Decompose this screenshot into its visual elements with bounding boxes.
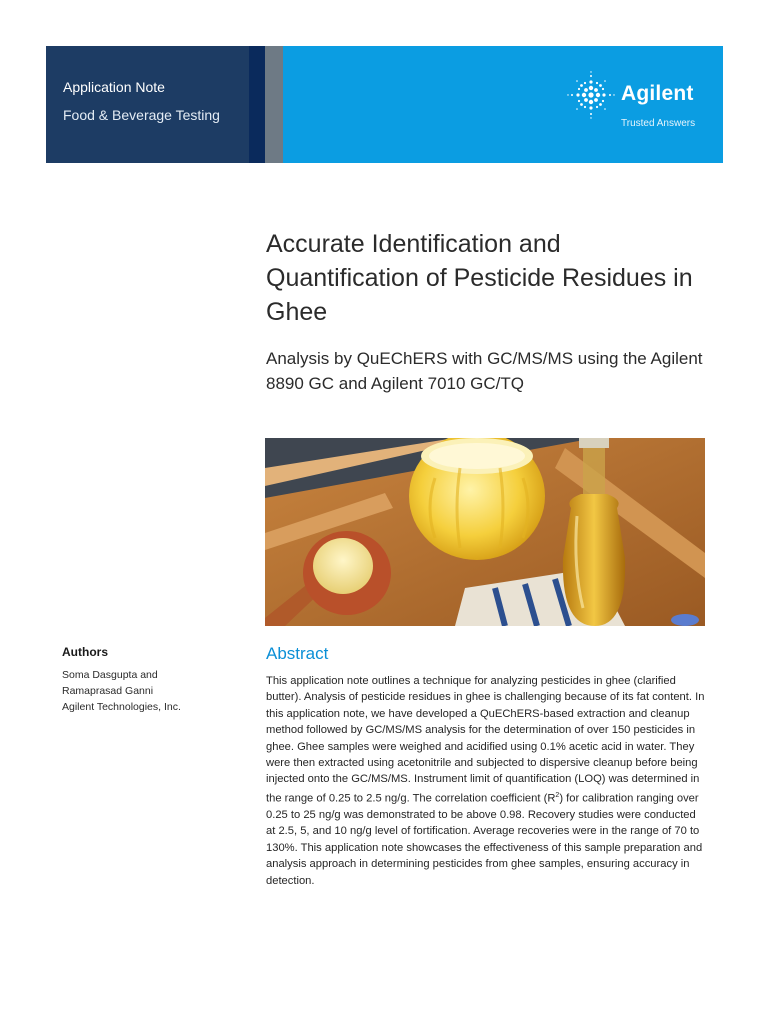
abstract-heading: Abstract <box>266 644 329 663</box>
banner-stripe-gray <box>265 46 283 163</box>
abstract-superscript: 2 <box>555 791 560 799</box>
author-affiliation: Agilent Technologies, Inc. <box>62 701 181 713</box>
ghee-photo <box>265 438 705 626</box>
header-banner <box>46 46 723 163</box>
document-subtitle: Analysis by QuEChERS with GC/MS/MS using the Agilent 8890 GC and Agilent 7010 GC/TQ <box>266 349 703 393</box>
brand-tagline: Trusted Answers <box>621 118 696 129</box>
category-label: Food & Beverage Testing <box>63 107 220 123</box>
author-line: Soma Dasgupta and <box>62 669 158 681</box>
banner-stripe-navy <box>249 46 265 163</box>
abstract-text-end: ) for calibration ranging over 0.25 to 25 ng/g was demonstrated to be above 0.98. Recovery studies were conducted at 2.5, 5, and 10 ng/g level of fortification. Average recoveries were in the range of 70 to 130%. This application note showcases the effectiveness of this sample preparation and analysis approach in determining pesticides from ghee samples, ensuring accuracy in detection. <box>266 792 703 887</box>
brand-name: Agilent <box>621 82 694 105</box>
doc-type-label: Application Note <box>63 79 165 95</box>
abstract-body <box>266 673 706 889</box>
banner-left-panel <box>46 46 249 163</box>
author-line: Ramaprasad Ganni <box>62 685 154 697</box>
agilent-spark-icon <box>566 70 616 120</box>
document-title: Accurate Identification and Quantification of Pesticide Residues in Ghee <box>266 230 693 326</box>
abstract-text-start: This application note outlines a technique for analyzing pesticides in ghee (clarified butter). Analysis of pesticide residues in ghee is challenging because of its fat content. In this application note, we have developed a QuEChERS-based extraction and cleanup method followed by GC/MS/MS analysis for the determination of over 150 pesticides in ghee. Ghee samples were weighed and acidified using 0.1% acetic acid in water. They were then extracted using acetonitrile and subjected to dispersive cleanup before being injected onto the GC/MS/MS. Instrument limit of quantification (LOQ) was determined in the range of 0.25 to 2.5 ng/g. The correlation coefficient (R <box>266 675 705 805</box>
authors-heading: Authors <box>62 645 108 659</box>
brand-logo <box>566 68 716 138</box>
ghee-photo-illustration <box>265 438 705 626</box>
